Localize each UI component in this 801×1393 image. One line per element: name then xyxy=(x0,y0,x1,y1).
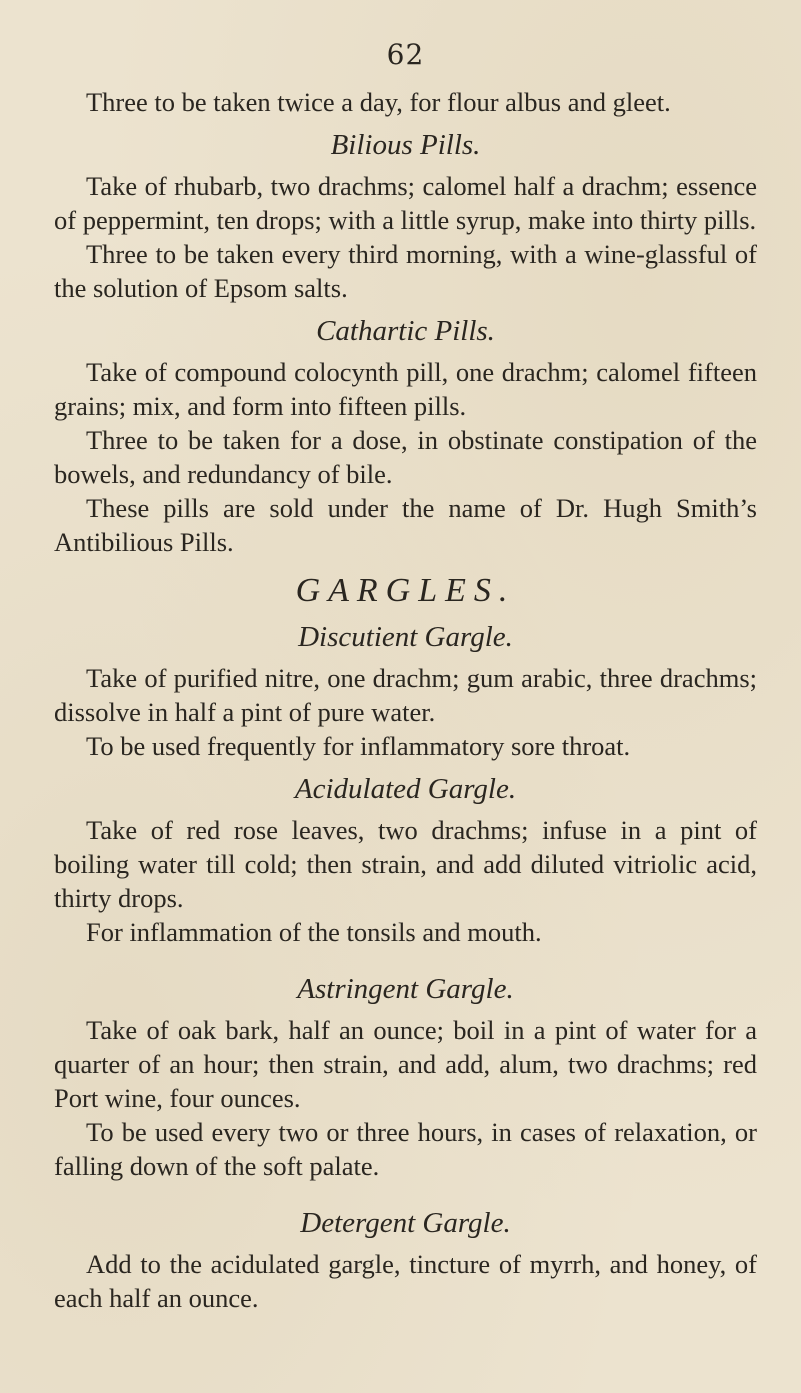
cathartic-paragraph-3: These pills are sold under the name of Dr. Hugh Smith’s Antibilious Pills. xyxy=(54,493,757,557)
heading-detergent-gargle: Detergent Gargle. xyxy=(300,1207,511,1239)
acidulated-paragraph-2: For inflammation of the tonsils and mouth. xyxy=(86,917,542,947)
cathartic-paragraph-1: Take of compound colocynth pill, one drachm; calomel fifteen grains; mix, and form into fifteen pills. xyxy=(54,357,757,421)
detergent-paragraph-1: Add to the acidulated gargle, tincture of myrrh, and honey, of each half an ounce. xyxy=(54,1249,757,1313)
intro-paragraph: Three to be taken twice a day, for flour albus and gleet. xyxy=(86,87,671,117)
section-title-gargles: GARGLES. xyxy=(295,572,516,609)
spacer xyxy=(54,1183,757,1197)
spacer xyxy=(54,949,757,963)
page-number: 62 xyxy=(386,38,425,71)
discutient-paragraph-2: To be used frequently for inflammatory sore throat. xyxy=(86,731,631,761)
astringent-paragraph-2: To be used every two or three hours, in cases of relaxation, or falling down of the soft palate. xyxy=(54,1117,757,1181)
heading-bilious-pills: Bilious Pills. xyxy=(330,129,481,161)
heading-acidulated-gargle: Acidulated Gargle. xyxy=(294,773,517,805)
acidulated-paragraph-1: Take of red rose leaves, two drachms; infuse in a pint of boiling water till cold; then strain, and add diluted vitriolic acid, thirty drops. xyxy=(54,815,757,913)
heading-cathartic-pills: Cathartic Pills. xyxy=(316,315,495,347)
astringent-paragraph-1: Take of oak bark, half an ounce; boil in a pint of water for a quarter of an hour; then strain, and add, alum, two drachms; red Port wine, four ounces. xyxy=(54,1015,757,1113)
heading-astringent-gargle: Astringent Gargle. xyxy=(297,973,514,1005)
bilious-paragraph-1: Take of rhubarb, two drachms; calomel half a drachm; essence of peppermint, ten drops; with a little syrup, make into thirty pills. xyxy=(54,171,757,235)
heading-discutient-gargle: Discutient Gargle. xyxy=(298,621,513,653)
discutient-paragraph-1: Take of purified nitre, one drachm; gum arabic, three drachms; dissolve in half a pint of pure water. xyxy=(54,663,757,727)
cathartic-paragraph-2: Three to be taken for a dose, in obstinate constipation of the bowels, and redundancy of bile. xyxy=(54,425,757,489)
bilious-paragraph-2: Three to be taken every third morning, with a wine-glassful of the solution of Epsom salts. xyxy=(54,239,757,303)
